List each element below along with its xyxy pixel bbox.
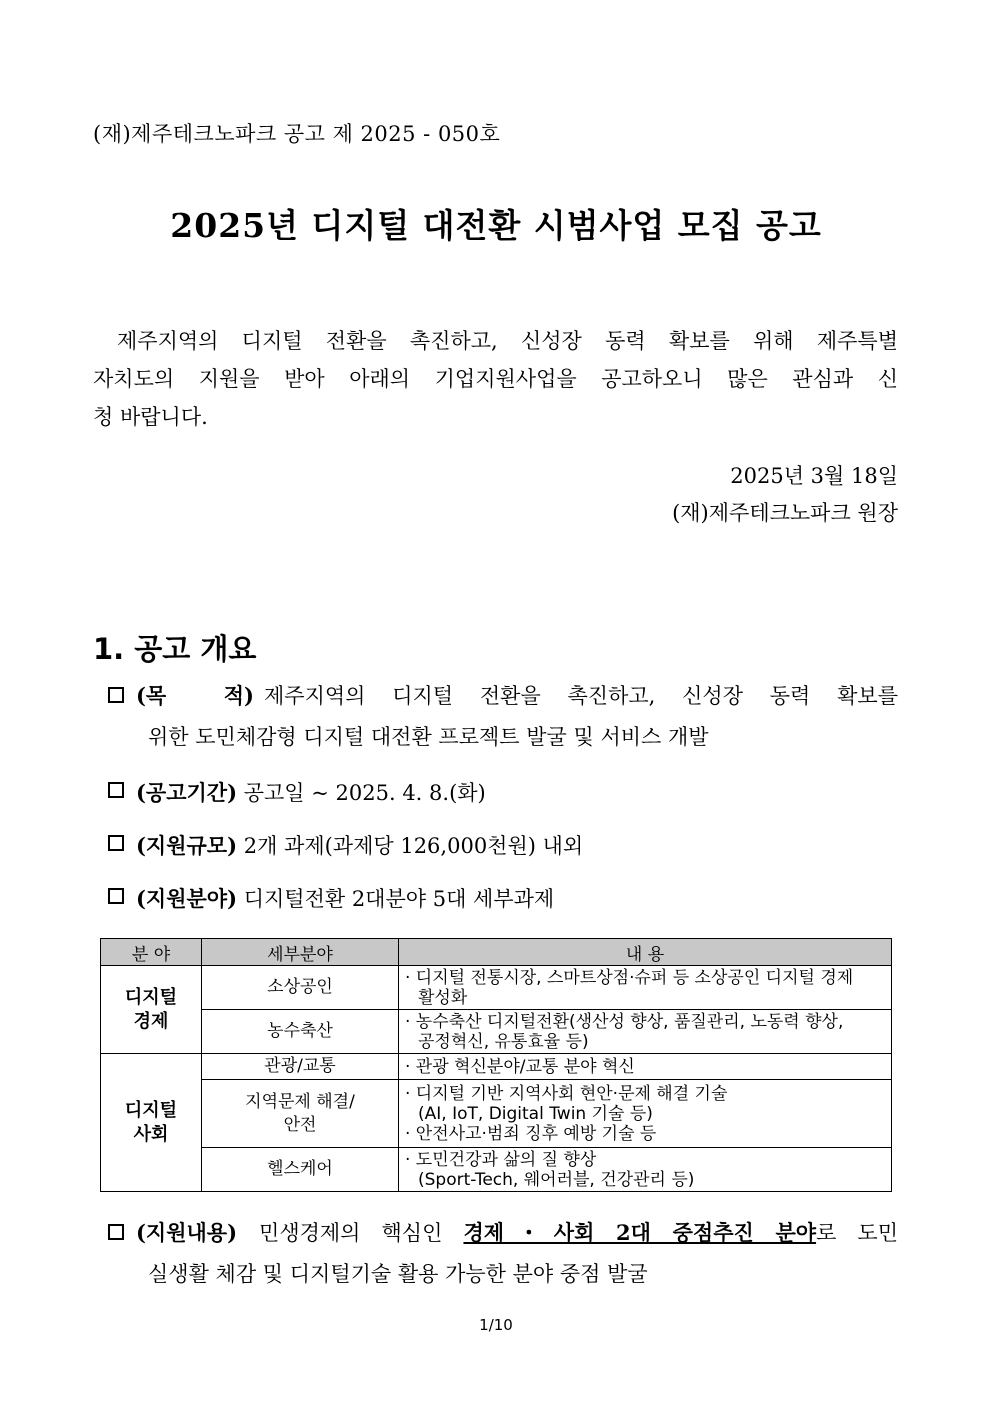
notice-date: 2025년 3월 18일 xyxy=(730,464,898,488)
header-content: 내 용 xyxy=(399,939,892,966)
purpose-text: 제주지역의 디지털 전환을 촉진하고, 신성장 동력 확보를 xyxy=(264,684,898,708)
content-text: 민생경제의 핵심인 xyxy=(259,1221,443,1245)
header-subfield: 세부분야 xyxy=(202,939,399,966)
purpose-label: (목 적) xyxy=(136,683,254,708)
content-cell xyxy=(399,1148,892,1192)
checkbox-bullet-icon xyxy=(108,782,124,798)
checkbox-bullet-icon xyxy=(108,687,124,703)
section-title: 1. 공고 개요 xyxy=(93,632,257,666)
period-item xyxy=(108,772,898,814)
content-line: · 농수축산 디지털전환(생산성 향상, 품질관리, 노동력 향상, xyxy=(405,1011,844,1032)
field-text: 디지털전환 2대분야 5대 세부과제 xyxy=(243,887,555,911)
subfield: 농수축산 xyxy=(202,1010,399,1054)
subfield: 헬스케어 xyxy=(202,1148,399,1192)
content-emphasis: 경제・사회 2대 중점추진 분야 xyxy=(463,1220,817,1245)
content-label: (지원내용) xyxy=(136,1220,238,1245)
field-item xyxy=(108,878,898,920)
content-line: · 도민건강과 삶의 질 향상 xyxy=(405,1149,597,1170)
category-economy: 디지털 경제 xyxy=(101,966,202,1054)
table-row xyxy=(101,966,892,1010)
intro-paragraph xyxy=(93,322,898,436)
content-cell xyxy=(399,1010,892,1054)
notice-number: (재)제주테크노파크 공고 제 2025 - 050호 xyxy=(93,122,501,146)
purpose-text-cont: 위한 도민체감형 디지털 대전환 프로젝트 발굴 및 서비스 개발 xyxy=(148,725,709,749)
content-line: · 디지털 기반 지역사회 현안·문제 해결 기술 xyxy=(405,1083,728,1104)
content-line: · 관광 혁신분야/교통 분야 혁신 xyxy=(405,1056,635,1077)
table-header-row xyxy=(101,939,892,966)
content-cell xyxy=(399,1080,892,1148)
table-row xyxy=(101,1010,892,1054)
checkbox-bullet-icon xyxy=(108,1224,124,1240)
table-row xyxy=(101,1054,892,1080)
intro-line: 제주지역의 디지털 전환을 촉진하고, 신성장 동력 확보를 위해 제주특별 xyxy=(117,329,898,353)
scale-item xyxy=(108,825,898,867)
table-row xyxy=(101,1080,892,1148)
intro-line: 청 바랍니다. xyxy=(93,405,208,429)
scale-label: (지원규모) xyxy=(136,833,238,858)
period-label: (공고기간) xyxy=(136,780,238,805)
subfield: 지역문제 해결/안전 xyxy=(202,1080,399,1148)
content-item xyxy=(108,1212,898,1295)
content-text: 로 도민 xyxy=(816,1221,898,1245)
header-field: 분 야 xyxy=(101,939,202,966)
purpose-item xyxy=(108,675,898,758)
support-fields-table xyxy=(100,938,892,1192)
field-label: (지원분야) xyxy=(136,886,238,911)
intro-line: 자치도의 지원을 받아 아래의 기업지원사업을 공고하오니 많은 관심과 신 xyxy=(93,367,898,391)
page-number: 1/10 xyxy=(479,1316,513,1334)
content-line: (AI, IoT, Digital Twin 기술 등) xyxy=(418,1103,653,1124)
content-line: · 디지털 전통시장, 스마트상점·슈퍼 등 소상공인 디지털 경제 xyxy=(405,967,854,988)
content-line: · 안전사고·범죄 징후 예방 기술 등 xyxy=(405,1123,657,1144)
checkbox-bullet-icon xyxy=(108,888,124,904)
content-line: 활성화 xyxy=(418,987,468,1008)
content-line: (Sport-Tech, 웨어러블, 건강관리 등) xyxy=(418,1169,695,1190)
scale-text: 2개 과제(과제당 126,000천원) 내외 xyxy=(243,834,584,858)
content-cell xyxy=(399,966,892,1010)
content-cell xyxy=(399,1054,892,1080)
signatory: (재)제주테크노파크 원장 xyxy=(672,501,898,525)
category-society: 디지털 사회 xyxy=(101,1054,202,1192)
checkbox-bullet-icon xyxy=(108,835,124,851)
period-text: 공고일 ~ 2025. 4. 8.(화) xyxy=(243,781,486,805)
content-text-cont: 실생활 체감 및 디지털기술 활용 가능한 분야 중점 발굴 xyxy=(148,1262,648,1286)
subfield: 소상공인 xyxy=(202,966,399,1010)
content-line: 공정혁신, 유통효율 등) xyxy=(418,1031,589,1052)
subfield: 관광/교통 xyxy=(202,1054,399,1080)
table-row xyxy=(101,1148,892,1192)
document-title: 2025년 디지털 대전환 시범사업 모집 공고 xyxy=(170,206,822,245)
